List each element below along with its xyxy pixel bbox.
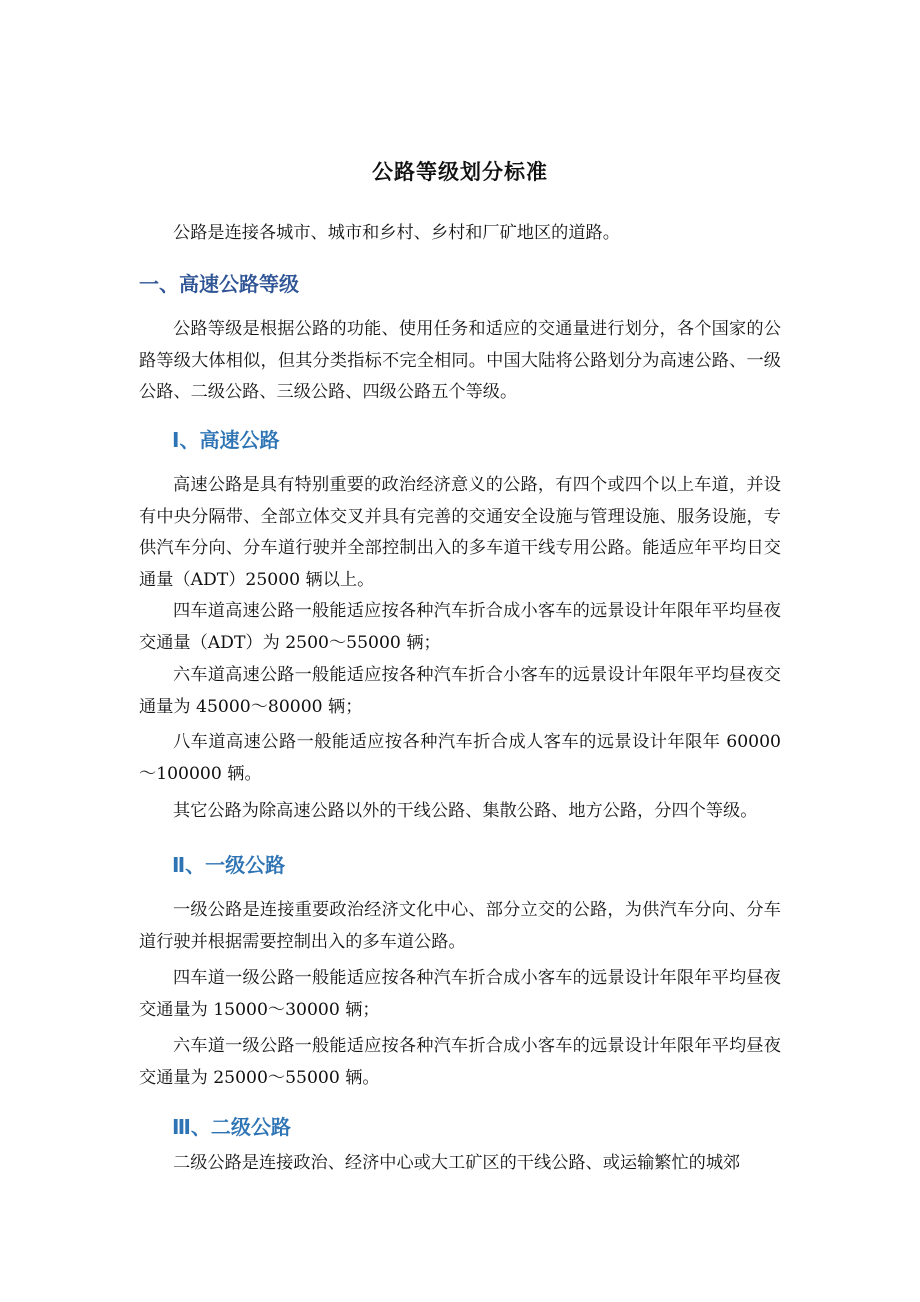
expressway-paragraph: 高速公路是具有特别重要的政治经济意义的公路，有四个或四个以上车道，并设有中央分隔带、全部立体交叉并具有完善的交通安全设施与管理设施、服务设施，专供汽车分向、分车道行驶并全部控制出入的多车道干线专用公路。能适应年平均日交通量（ADT）25000 辆以上。: [139, 475, 781, 590]
subheading-second-class-road: Ⅲ、二级公路: [172, 1115, 291, 1139]
subheading-first-class-road: Ⅱ、一级公路: [172, 853, 286, 877]
four-lane-first-class-paragraph: 四车道一级公路一般能适应按各种汽车折合成小客车的远景设计年限年平均昼夜交通量为 15000～30000 辆；: [139, 968, 781, 1020]
section-heading-expressway-grades: 一、高速公路等级: [139, 272, 299, 296]
first-class-road-paragraph: 一级公路是连接重要政治经济文化中心、部分立交的公路，为供汽车分向、分车道行驶并根据需要控制出入的多车道公路。: [139, 900, 781, 952]
subheading-expressway: Ⅰ、高速公路: [172, 428, 280, 452]
six-lane-expressway-paragraph: 六车道高速公路一般能适应按各种汽车折合小客车的远景设计年限年平均昼夜交通量为 45000～80000 辆；: [139, 665, 781, 717]
section-paragraph: 公路等级是根据公路的功能、使用任务和适应的交通量进行划分，各个国家的公路等级大体相似，但其分类指标不完全相同。中国大陆将公路划分为高速公路、一级公路、二级公路、三级公路、四级公路五个等级。: [139, 319, 781, 402]
four-lane-expressway-paragraph: 四车道高速公路一般能适应按各种汽车折合成小客车的远景设计年限年平均昼夜交通量（ADT）为 2500～55000 辆；: [139, 601, 781, 653]
page-title: 公路等级划分标准: [372, 159, 548, 184]
second-class-road-paragraph: 二级公路是连接政治、经济中心或大工矿区的干线公路、或运输繁忙的城郊: [173, 1153, 741, 1173]
intro-paragraph: 公路是连接各城市、城市和乡村、乡村和厂矿地区的道路。: [173, 223, 620, 243]
eight-lane-expressway-paragraph: 八车道高速公路一般能适应按各种汽车折合成人客车的远景设计年限年 60000～100000 辆。: [139, 732, 781, 784]
six-lane-first-class-paragraph: 六车道一级公路一般能适应按各种汽车折合成小客车的远景设计年限年平均昼夜交通量为 25000～55000 辆。: [139, 1036, 781, 1088]
other-roads-paragraph: 其它公路为除高速公路以外的干线公路、集散公路、地方公路，分四个等级。: [173, 801, 758, 821]
